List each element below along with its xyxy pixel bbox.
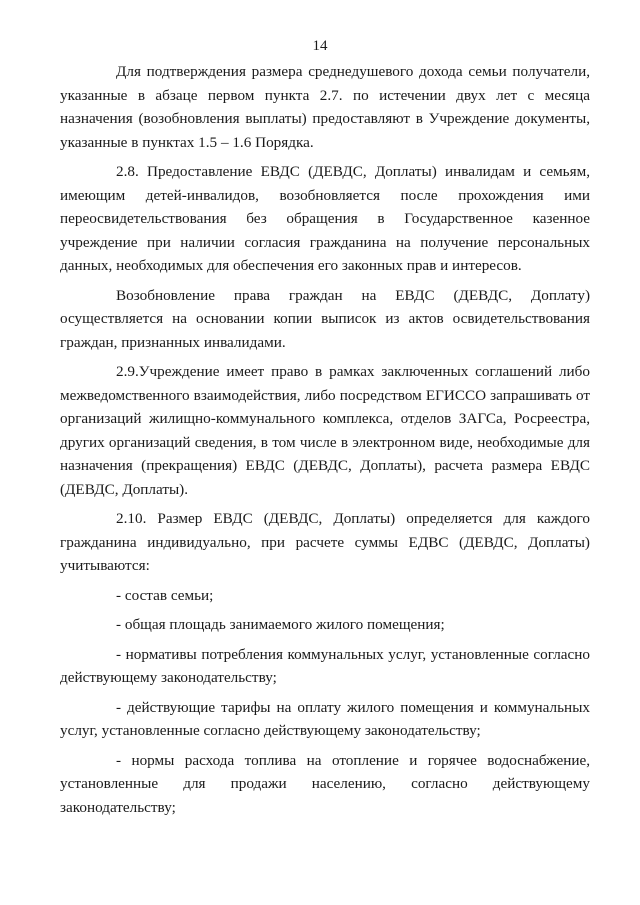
document-body [60,60,590,825]
paragraph-income-confirmation: Для подтверждения размера среднедушевого дохода семьи получатели, указанные в абзаце первом пункта 2.7. по истечении двух лет с месяца назначения (возобновления выплаты) предоставляют в Учреждение документы, указанные в пунктах 1.5 – 1.6 Порядка. [60,63,590,151]
page-number: 14 [312,38,328,54]
paragraph-2-8: 2.8. Предоставление ЕВДС (ДЕВДС, Доплаты) инвалидам и семьям, имеющим детей-инвалидов, возобновляется после прохождения ими переосвидетельствования без обращения в Государственное казенное учреждение при наличии согласия гражданина на получение персональных данных, необходимых для обеспечения его законных прав и интересов. [60,163,590,274]
list-item-living-area: - общая площадь занимаемого жилого помещения; [116,616,445,633]
paragraph-2-9: 2.9.Учреждение имеет право в рамках заключенных соглашений либо межведомственного взаимодействия, либо посредством ЕГИССО запрашивать от организаций жилищно-коммунального комплекса, отделов ЗАГСа, Росреестра, других организаций сведения, в том числе в электронном виде, необходимые для назначения (прекращения) ЕВДС (ДЕВДС, Доплаты), расчета размера ЕВДС (ДЕВДС, Доплаты). [60,363,590,498]
list-item-family-composition: - состав семьи; [116,586,214,604]
list-item-tariffs: - действующие тарифы на оплату жилого помещения и коммунальных услуг, установленные согласно действующему законодательству; [60,698,590,739]
paragraph-renewal-right: Возобновление права граждан на ЕВДС (ДЕВДС, Доплату) осуществляется на основании копии выписок из актов освидетельствования граждан, признанных инвалидами. [60,286,590,351]
list-item-fuel-norms: - нормы расхода топлива на отопление и горячее водоснабжение, установленные для продажи населению, согласно действующему законодательству; [60,751,590,816]
list-item-consumption-norms: - нормативы потребления коммунальных услуг, установленные согласно действующему законодательству; [60,645,590,686]
paragraph-2-10: 2.10. Размер ЕВДС (ДЕВДС, Доплаты) определяется для каждого гражданина индивидуально, при расчете суммы ЕДВС (ДЕВДС, Доплаты) учитываются: [60,510,590,574]
